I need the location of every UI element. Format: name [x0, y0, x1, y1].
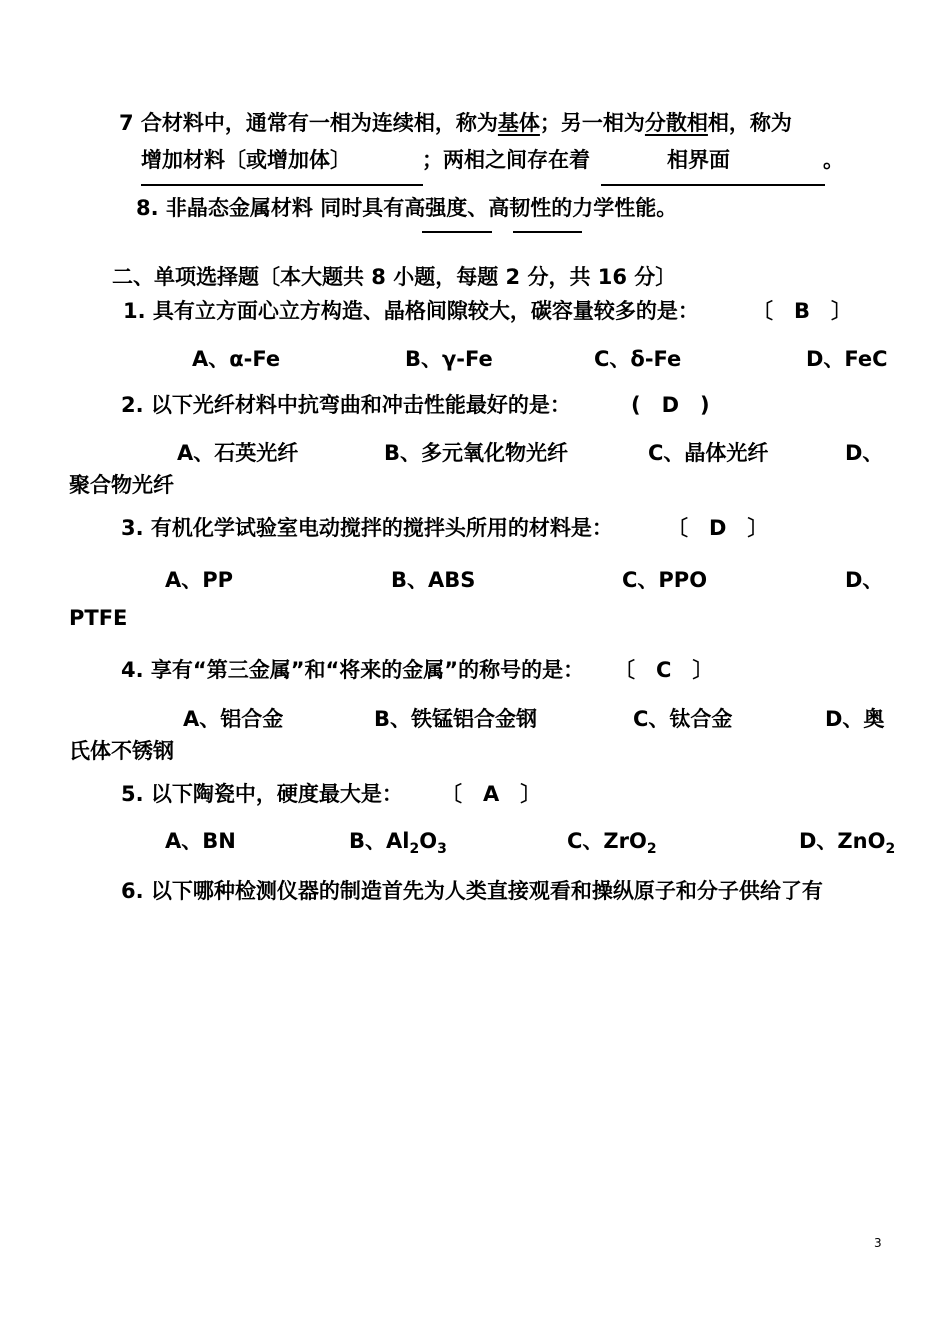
q8-text: 8. 非晶态金属材料 同时具有高强度、高韧性的力学性能。 — [136, 196, 678, 220]
mc1-option-a: A、α-Fe — [192, 347, 281, 371]
mc4-option-c: C、钛合金 — [633, 707, 733, 731]
q7-answer-matrix: 基体 — [497, 111, 540, 135]
mc3-option-d-wrap: PTFE — [69, 606, 128, 630]
mc3-option-c: C、PPO — [622, 568, 708, 592]
q7-line1 — [119, 110, 792, 136]
mc1-option-b: B、γ-Fe — [405, 347, 493, 371]
mc3-stem: 3. 有机化学试验室电动搅拌的搅拌头所用的材料是： — [121, 516, 613, 540]
mc2-option-c: C、晶体光纤 — [648, 441, 769, 465]
mc5-stem: 5. 以下陶瓷中，硬度最大是： — [121, 782, 403, 806]
mc1-answer: 〔 B 〕 — [752, 299, 853, 323]
mc2-stem: 2. 以下光纤材料中抗弯曲和冲击性能最好的是： — [121, 393, 571, 417]
mc5-option-b: B、$Al_2O_3$ — [349, 829, 447, 857]
mc1-stem: 1. 具有立方面心立方构造、晶格间隙较大，碳容量较多的是： — [123, 299, 699, 323]
mc4-option-a: A、铝合金 — [183, 707, 284, 731]
q7-answer-dispersed-phase: 分散相 — [644, 111, 708, 135]
mc3-option-a: A、PP — [165, 568, 234, 592]
mc1-option-d: D、FeC — [806, 347, 888, 371]
mc2-answer: ( D ) — [631, 393, 710, 417]
mc2-option-d: D、 — [845, 441, 884, 465]
mc4-stem: 4. 享有“第三金属”和“将来的金属”的称号的是： — [121, 658, 585, 682]
mc2-option-a: A、石英光纤 — [177, 441, 299, 465]
mc2-option-d-wrap: 聚合物光纤 — [69, 473, 174, 497]
mc4-option-b: B、铁锰铝合金钢 — [374, 707, 538, 731]
mc6-stem: 6. 以下哪种检测仪器的制造首先为人类直接观看和操纵原子和分子供给了有 — [121, 879, 823, 903]
q7-underline-interface — [601, 184, 825, 186]
mc3-answer: 〔 D 〕 — [667, 516, 769, 540]
mc5-option-a: A、BN — [165, 829, 236, 853]
mc4-answer: 〔 C 〕 — [614, 658, 714, 682]
mc4-option-d-wrap: 氏体不锈钢 — [69, 739, 174, 763]
q7-seg3: 相，称为 — [707, 111, 792, 135]
q8-underline-2 — [513, 231, 582, 233]
mc5-option-c: C、ZrO$_2$ — [567, 829, 657, 857]
mc4-option-d: D、奥 — [825, 707, 885, 731]
page-number: 3 — [874, 1236, 882, 1250]
q7-seg5: 。 — [823, 148, 844, 172]
section2-title: 二、单项选择题〔本大题共 8 小题，每题 2 分，共 16 分〕 — [112, 265, 677, 289]
q7-answer-reinforcement: 增加材料〔或增加体〕 — [141, 148, 351, 172]
mc2-option-b: B、多元氧化物光纤 — [384, 441, 569, 465]
q8-underline-1 — [422, 231, 492, 233]
q7-seg2: ；另一相为 — [539, 111, 645, 135]
mc5-answer: 〔 A 〕 — [441, 782, 542, 806]
mc1-option-c: C、δ-Fe — [594, 347, 682, 371]
q7-answer-interface: 相界面 — [667, 148, 730, 172]
q7-seg4: ；两相之间存在着 — [422, 148, 590, 172]
q7-seg1: 7 合材料中，通常有一相为连续相，称为 — [119, 111, 498, 135]
mc5-option-d: D、ZnO$_2$ — [799, 829, 896, 857]
mc3-option-d: D、 — [845, 568, 884, 592]
mc3-option-b: B、ABS — [391, 568, 476, 592]
q7-underline-reinforcement — [141, 184, 423, 186]
